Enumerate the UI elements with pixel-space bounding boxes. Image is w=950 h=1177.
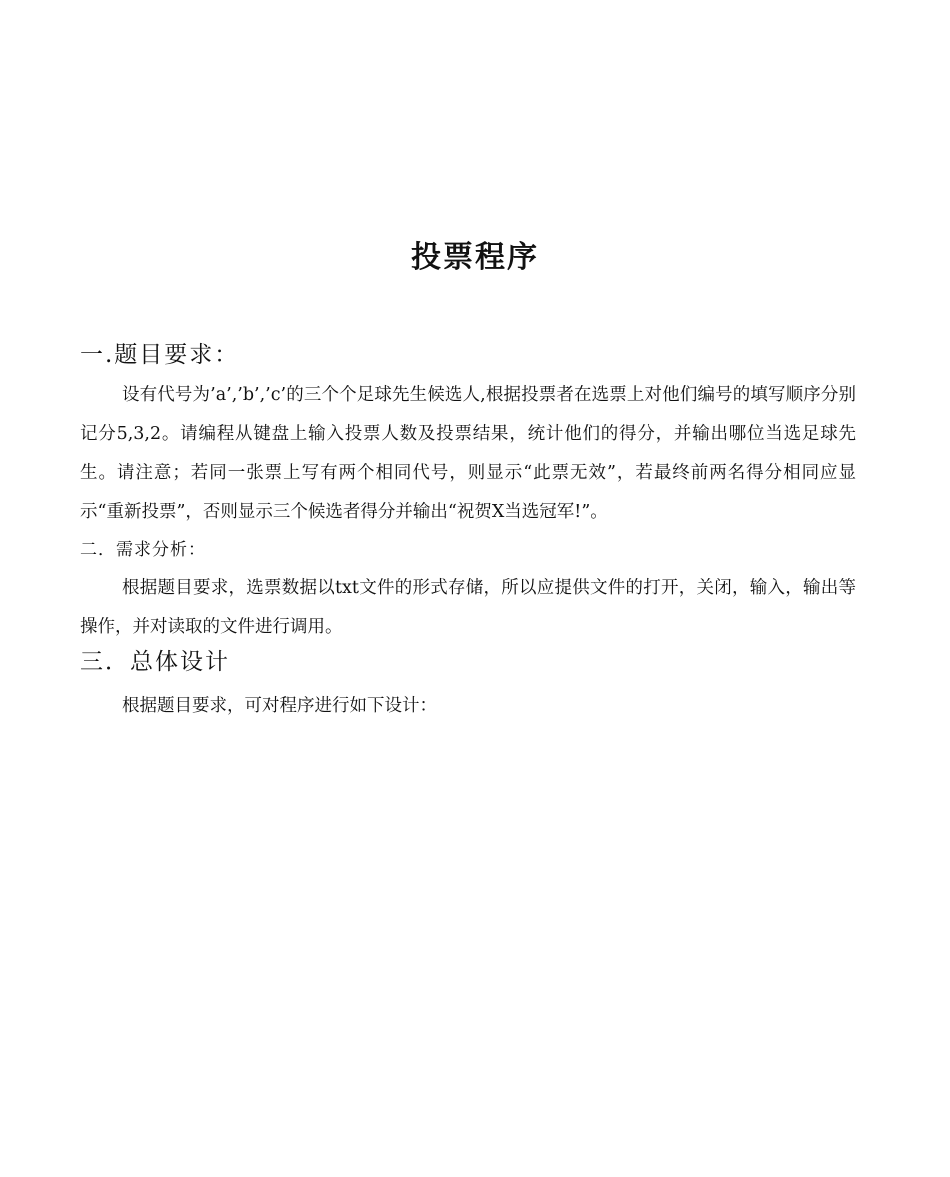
section-heading-design: 三．总体设计 xyxy=(80,649,230,675)
section-heading-analysis: 二．需求分析： xyxy=(80,540,206,560)
document-content xyxy=(80,336,856,726)
section-body-analysis: 根据题目要求，选票数据以txt文件的形式存储，所以应提供文件的打开，关闭，输入，输出等操作，并对读取的文件进行调用。 xyxy=(80,578,856,637)
section-body-design: 根据题目要求，可对程序进行如下设计： xyxy=(122,696,437,716)
section-body-requirements: 设有代号为’a’,’b’,’c’的三个个足球先生候选人,根据投票者在选票上对他们编号的填写顺序分别记分5,3,2。请编程从键盘上输入投票人数及投票结果，统计他们的得分，并输出哪位当选足球先生。请注意；若同一张票上写有两个相同代号，则显示“此票无效”，若最终前两名得分相同应显示“重新投票”，否则显示三个候选者得分并输出“祝贺X当选冠军!”。 xyxy=(80,385,856,522)
document-title: 投票程序 xyxy=(411,240,539,275)
section-heading-requirements: 一.题目要求： xyxy=(80,342,240,368)
